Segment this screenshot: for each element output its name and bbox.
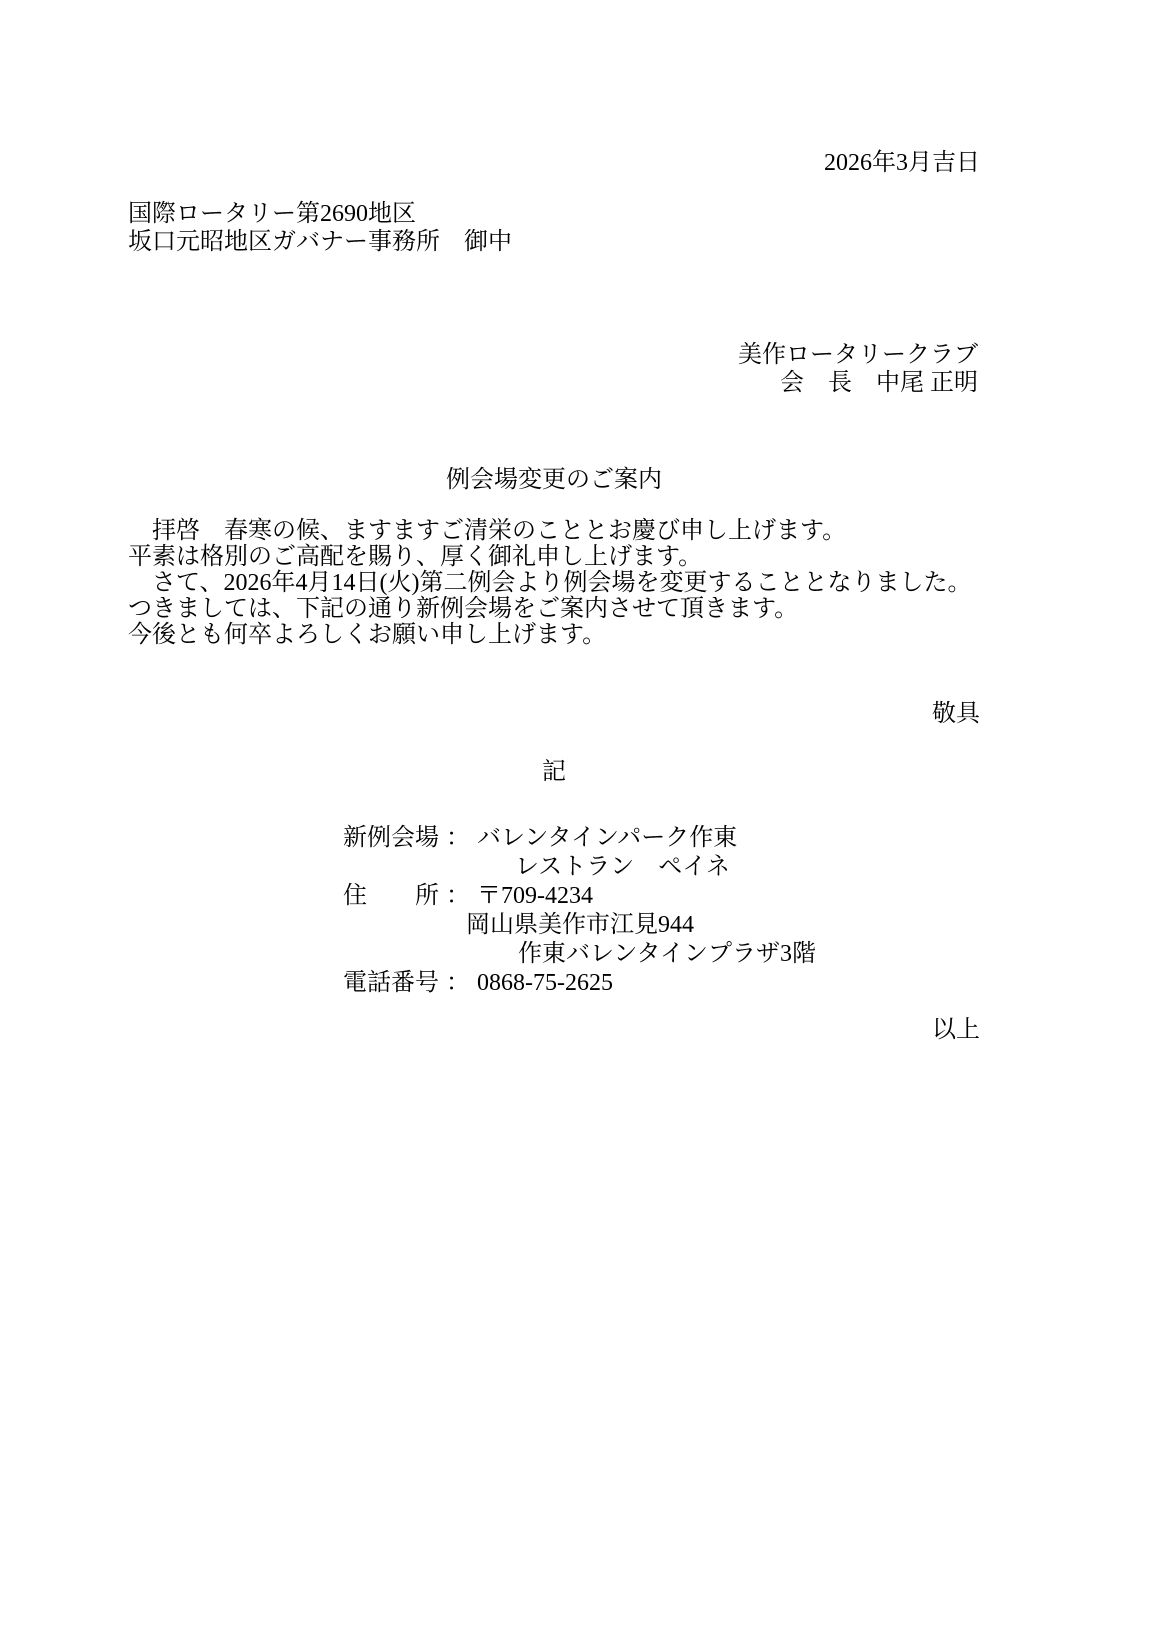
closing-word: 敬具 bbox=[932, 701, 980, 727]
venue-value-line2: レストラン ペイネ bbox=[515, 854, 731, 880]
venue-row bbox=[343, 824, 816, 853]
letter-body bbox=[128, 518, 1068, 648]
phone-label: 電話番号 bbox=[343, 970, 439, 996]
sender-organization: 美作ロータリークラブ bbox=[738, 342, 978, 368]
letter-subject: 例会場変更のご案内 bbox=[446, 467, 662, 493]
record-heading: 記 bbox=[542, 759, 566, 785]
letter-date: 2026年3月吉日 bbox=[824, 150, 980, 176]
venue-label: 新例会場 bbox=[343, 825, 439, 851]
address-label: 住 所 bbox=[343, 883, 439, 909]
address-value-line3: 作東バレンタインプラザ3階 bbox=[518, 941, 816, 967]
addressee-block bbox=[128, 200, 512, 256]
addressee-line-2: 坂口元昭地区ガバナー事務所 御中 bbox=[128, 229, 512, 255]
body-line-4: つきましては、下記の通り新例会場をご案内させて頂きます。 bbox=[128, 596, 799, 622]
sender-block bbox=[738, 341, 978, 397]
venue-value: バレンタインパーク作東 bbox=[477, 825, 738, 851]
address-row bbox=[343, 882, 816, 911]
phone-value: 0868-75-2625 bbox=[477, 970, 613, 996]
body-line-2: 平素は格別のご高配を賜り、厚く御礼申し上げます。 bbox=[128, 544, 703, 570]
phone-row bbox=[343, 969, 816, 998]
phone-separator: ： bbox=[446, 970, 470, 996]
addressee-line-1: 国際ロータリー第2690地区 bbox=[128, 201, 416, 227]
sender-representative: 会 長 中尾 正明 bbox=[780, 370, 978, 396]
body-line-3: さて、2026年4月14日(火)第二例会より例会場を変更することとなりました。 bbox=[128, 570, 972, 596]
end-note: 以上 bbox=[932, 1017, 980, 1043]
address-value-line2: 岡山県美作市江見944 bbox=[466, 912, 694, 938]
venue-separator: ： bbox=[446, 825, 470, 851]
address-separator: ： bbox=[446, 883, 470, 909]
details-block bbox=[343, 824, 816, 998]
body-line-5: 今後とも何卒よろしくお願い申し上げます。 bbox=[128, 622, 607, 648]
body-line-1: 拝啓 春寒の候、ますますご清栄のこととお慶び申し上げます。 bbox=[128, 518, 847, 544]
address-value: 〒709-4234 bbox=[477, 883, 593, 909]
